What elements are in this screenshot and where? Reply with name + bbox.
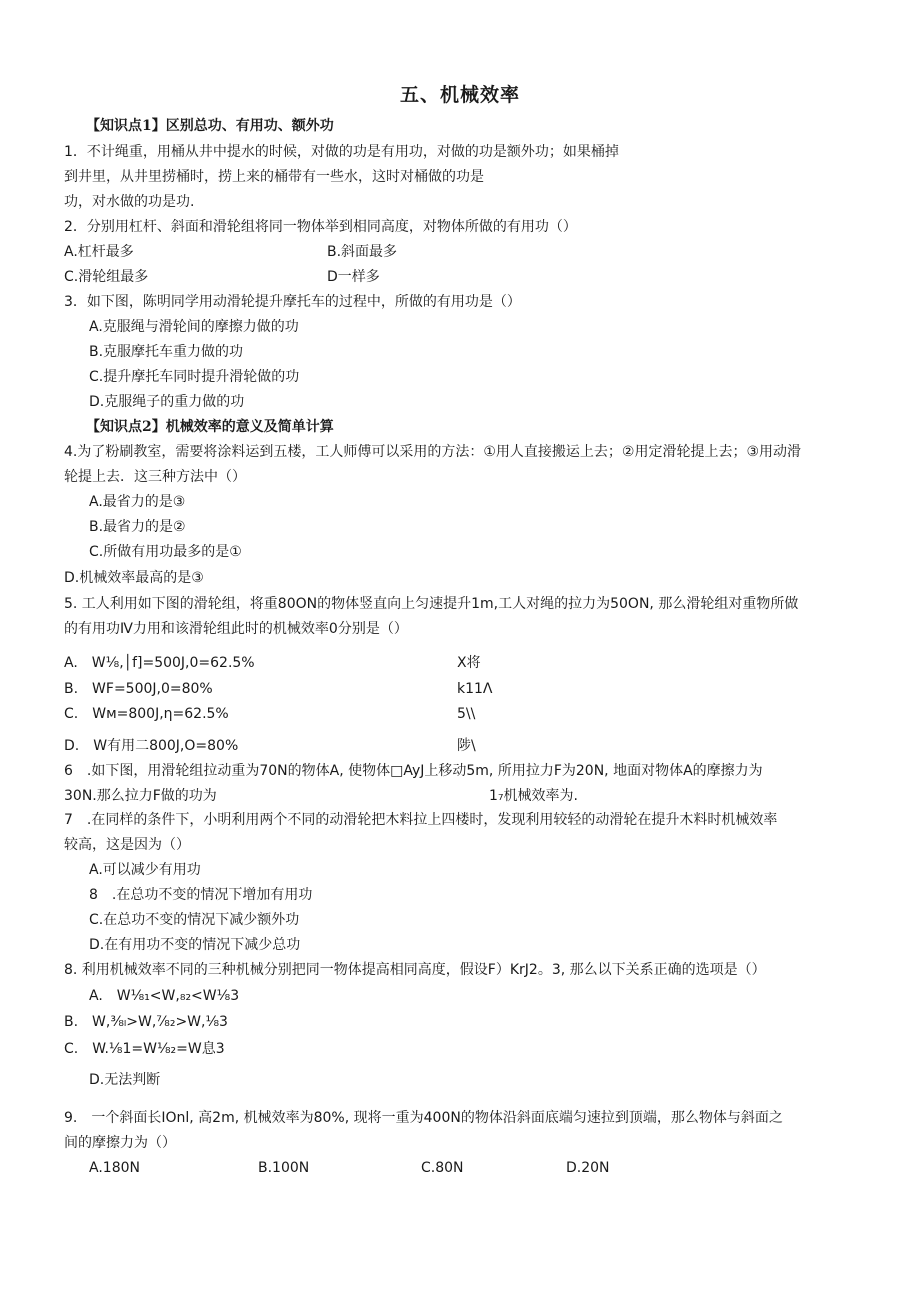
q8-option-a: A. W⅛₁<W,₈₂<W⅛3	[89, 988, 240, 1004]
q7-line-2: 较高，这是因为（）	[64, 837, 190, 853]
q4-option-b: B.最省力的是②	[89, 519, 186, 535]
q6-line-2b: 1₇机械效率为.	[489, 788, 578, 804]
q8-stem: 8. 利用机械效率不同的三种机械分别把同一物体提高相同高度，假设F）KrJ2。3, 那么以下关系正确的选项是（）	[64, 962, 766, 978]
q9-option-d: D.20N	[566, 1160, 610, 1176]
q5-figure-mark-a: X将	[457, 655, 481, 671]
q8-option-d: D.无法判断	[89, 1072, 161, 1088]
q2-option-a: A.杠杆最多	[64, 244, 134, 260]
q7-option-d: D.在有用功不变的情况下减少总功	[89, 937, 301, 953]
q1-line-2: 到井里，从井里捞桶时，捞上来的桶带有一些水，这时对桶做的功是	[64, 169, 484, 185]
q9-line-1: 9. 一个斜面长IOnl, 高2m, 机械效率为80%, 现将一重为400N的物体沿斜面底端匀速拉到顶端，那么物体与斜面之	[64, 1110, 783, 1126]
q2-stem: 2．分别用杠杆、斜面和滑轮组将同一物体举到相同高度，对物体所做的有用功（）	[64, 219, 577, 235]
q7-line-1: 7 .在同样的条件下，小明利用两个不同的动滑轮把木料拉上四楼时，发现利用较轻的动滑轮在提升木料时机械效率	[64, 812, 778, 828]
page-title: 五、机械效率	[399, 84, 520, 106]
q5-option-a: A. W⅛,│f]=500J,0=62.5%	[64, 655, 255, 671]
q4-line-2: 轮提上去．这三种方法中（）	[64, 469, 246, 485]
q9-line-2: 间的摩擦力为（）	[64, 1135, 176, 1151]
q9-option-c: C.80N	[421, 1160, 464, 1176]
q7-option-c: C.在总功不变的情况下减少额外功	[89, 912, 300, 928]
q2-option-c: C.滑轮组最多	[64, 269, 149, 285]
q5-figure-mark-b: k11Λ	[457, 681, 493, 697]
q3-option-a: A.克服绳与滑轮间的摩擦力做的功	[89, 319, 299, 335]
q3-stem: 3．如下图，陈明同学用动滑轮提升摩托车的过程中，所做的有用功是（）	[64, 294, 521, 310]
q5-option-b: B. WF=500J,0=80%	[64, 681, 213, 697]
q6-line-1: 6 .如下图，用滑轮组拉动重为70N的物体A, 使物体□AyJ上移动5m, 所用拉力F为20N, 地面对物体A的摩擦力为	[64, 763, 763, 779]
q7-option-a: A.可以减少有用功	[89, 862, 201, 878]
q5-line-1: 5. 工人利用如下图的滑轮组，将重80ON的物体竖直向上匀速提升1m,工人对绳的拉力为50ON, 那么滑轮组对重物所做	[64, 596, 799, 612]
q3-option-c: C.提升摩托车同时提升滑轮做的功	[89, 369, 300, 385]
q6-line-2a: 30N.那么拉力F做的功为	[64, 788, 217, 804]
q5-figure-mark-c: 5\\	[457, 706, 476, 722]
q2-option-b: B.斜面最多	[327, 244, 398, 260]
section-heading-1: 【知识点1】区别总功、有用功、额外功	[86, 118, 334, 134]
q7-option-b: 8 .在总功不变的情况下增加有用功	[89, 887, 313, 903]
q5-line-2: 的有用功Ⅳ力用和该滑轮组此时的机械效率0分别是（）	[64, 621, 408, 637]
q4-line-1: 4.为了粉刷教室，需要将涂料运到五楼，工人师傅可以采用的方法：①用人直接搬运上去；②用定滑轮提上去；③用动滑	[64, 444, 802, 460]
q3-option-d: D.克服绳子的重力做的功	[89, 394, 245, 410]
q4-option-d: D.机械效率最高的是③	[64, 570, 204, 586]
q8-option-c: C. W.⅛1=W⅛₂=W息3	[64, 1041, 225, 1057]
q9-option-b: B.100N	[258, 1160, 310, 1176]
q2-option-d: D一样多	[327, 269, 380, 285]
section-heading-2: 【知识点2】机械效率的意义及简单计算	[86, 419, 334, 435]
q4-option-a: A.最省力的是③	[89, 494, 186, 510]
q9-option-a: A.180N	[89, 1160, 140, 1176]
q1-line-1: 1．不计绳重，用桶从井中提水的时候，对做的功是有用功，对做的功是额外功；如果桶掉	[64, 144, 619, 160]
q8-option-b: B. W,⅜ₗ>W,⅞₂>W,⅛3	[64, 1014, 228, 1030]
q4-option-c: C.所做有用功最多的是①	[89, 544, 242, 560]
q3-option-b: B.克服摩托车重力做的功	[89, 344, 244, 360]
q1-line-3: 功，对水做的功是功.	[64, 194, 195, 210]
q5-figure-mark-d: 陟\	[457, 738, 476, 754]
q5-option-d: D. W有用二800J,O=80%	[64, 738, 239, 754]
q5-option-c: C. Wм=800J,η=62.5%	[64, 706, 229, 722]
